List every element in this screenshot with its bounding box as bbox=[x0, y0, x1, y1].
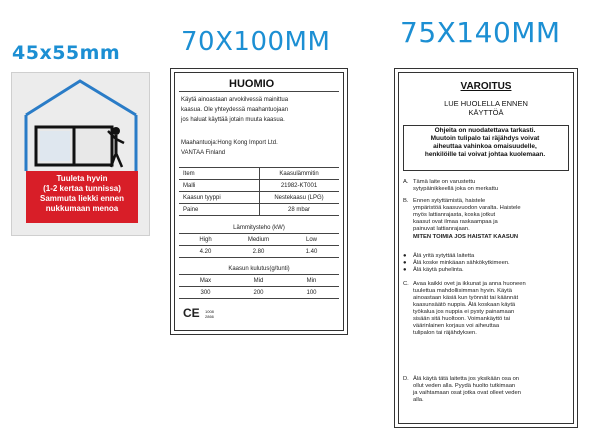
intro-line-2: kaasua. Ole yhteydessä maahantuojaan bbox=[181, 107, 289, 113]
rating-plate-sticker bbox=[170, 68, 348, 335]
warning-sticker bbox=[394, 68, 578, 428]
heat-col: High bbox=[199, 237, 212, 243]
cons-col: Mid bbox=[253, 278, 264, 284]
warn-line: henkilöille tai voivat johtaa kuolemaan. bbox=[424, 151, 546, 158]
section-b-line: myös lattianrajasta, koska jotkut bbox=[413, 212, 496, 218]
heat-val: 1.40 bbox=[305, 249, 318, 255]
spec-value: Kaasulämmitin bbox=[279, 171, 319, 177]
spec-key: Item bbox=[183, 171, 195, 177]
ce-mark: CE bbox=[183, 306, 200, 320]
warning-subheading bbox=[395, 99, 577, 117]
bullet-text: Älä yritä sytyttää laitetta bbox=[413, 253, 475, 259]
section-a-marker: A. bbox=[403, 179, 409, 185]
spec-value: 21982-KT001 bbox=[280, 183, 318, 189]
section-c-line: tulipalon tai räjähdyksen. bbox=[413, 330, 477, 336]
cons-col: Min bbox=[306, 278, 317, 284]
ventilation-sticker bbox=[11, 72, 150, 236]
section-d-line: Älä käytä tätä laitetta jos yksikään osa on bbox=[413, 376, 520, 382]
cons-col: Max bbox=[199, 278, 212, 284]
heat-val: 2.80 bbox=[252, 249, 265, 255]
section-c-line: ainoastaan käsiä kun työnnät tai käännät bbox=[413, 295, 519, 301]
section-c-line: työkalua jos nuppia ei pysty painamaan bbox=[413, 309, 515, 315]
heat-col: Low bbox=[305, 237, 317, 243]
section-b-line: Ennen sytyttämistä, haistele bbox=[413, 198, 486, 204]
heat-title: Lämmitysteho (kW) bbox=[233, 225, 285, 231]
spec-key: Kaasun tyyppi bbox=[183, 195, 221, 201]
spec-key: Paine bbox=[183, 207, 199, 213]
section-c-line: kaasunsäätö nuppia. Älä koskaan käytä bbox=[413, 302, 516, 308]
section-d-line: ollut veden alla. Pyydä huolto tutkimaan bbox=[413, 383, 516, 389]
bullet: ● bbox=[403, 267, 407, 273]
vent-line-2: (1-2 kertaa tunnissa) bbox=[43, 184, 121, 193]
section-b-bold: MITEN TOIMIA JOS HAISTAT KAASUN bbox=[413, 234, 519, 240]
rating-plate-heading: HUOMIO bbox=[229, 78, 275, 90]
size-label-75x140: 75X140MM bbox=[400, 16, 561, 49]
section-a-line: sytypäinikkeellä joka on merkattu bbox=[413, 186, 499, 192]
consumption-title: Kaasun kulutus(g/tunti) bbox=[228, 266, 290, 272]
sub-line-1: LUE HUOLELLA ENNEN bbox=[444, 99, 528, 108]
warning-heading: VAROITUS bbox=[460, 81, 512, 92]
cons-val: 200 bbox=[253, 290, 264, 296]
section-b-line: painuvat lattianrajaan. bbox=[413, 226, 470, 232]
bullet: ● bbox=[403, 253, 407, 259]
section-c-line: Avaa kaikki ovet ja ikkunat ja anna huoneen bbox=[413, 281, 526, 287]
section-c-line: väärinlainen korjaus voi aiheuttaa bbox=[413, 323, 500, 329]
importer-line-2: VANTAA Finland bbox=[181, 150, 226, 156]
spec-value: Nestekaasu (LPG) bbox=[274, 195, 324, 201]
vent-line-1: Tuuleta hyvin bbox=[56, 174, 108, 183]
section-a-line: Tämä laite on varustettu bbox=[413, 179, 476, 185]
warn-line: aiheuttaa vahinkoa omaisuudelle, bbox=[433, 143, 537, 150]
bullet-text: Älä koske minkäaan sähkökytkimeen. bbox=[413, 260, 510, 266]
heat-col: Medium bbox=[247, 237, 270, 243]
bullet: ● bbox=[403, 260, 407, 266]
vent-line-3: Sammuta liekki ennen bbox=[39, 194, 125, 203]
ce-code: 1008 2866 bbox=[205, 309, 214, 319]
sub-line-2: KÄYTTÖÄ bbox=[468, 108, 504, 117]
section-b-marker: B. bbox=[403, 198, 409, 204]
intro-line-1: Käytä ainoastaan arvokilvessä mainittua bbox=[181, 97, 289, 103]
section-b-line: ympäristöä kaasuvuodon varalta. Haistele bbox=[413, 205, 521, 211]
importer-line-1: Maahantuoja:Hong Kong Import Ltd. bbox=[181, 140, 278, 146]
section-c-line: sisään sitä huoltoon. Voimankäyttö tai bbox=[413, 316, 510, 322]
warn-line: Ohjeita on nuodatettava tarkasti. bbox=[434, 127, 536, 134]
spec-key: Malli bbox=[183, 183, 196, 189]
bullet-text: Älä käytä puhelinta. bbox=[413, 267, 464, 273]
warn-line: Muutoin tulipalo tai räjähdys voivat bbox=[430, 135, 540, 142]
spec-value: 28 mbar bbox=[287, 207, 310, 213]
section-d-line: ja vaihtamaan osat jotka ovat olleet veden bbox=[413, 390, 521, 396]
section-c-marker: C. bbox=[403, 281, 409, 287]
intro-line-3: jos haluat käyttää jotain muuta kaasua. bbox=[181, 117, 285, 123]
cons-val: 300 bbox=[200, 290, 211, 296]
size-label-45x55: 45x55mm bbox=[12, 42, 121, 64]
vent-line-4: nukkumaan menoa bbox=[45, 204, 119, 213]
section-d-marker: D. bbox=[403, 376, 409, 382]
section-c-line: tuulettua mahdollisimman hyvin. Käytä bbox=[413, 288, 512, 294]
section-d-line: alla. bbox=[413, 397, 424, 403]
ventilation-text bbox=[26, 174, 138, 214]
warning-box-text bbox=[403, 127, 567, 159]
cons-val: 100 bbox=[306, 290, 317, 296]
section-b-line: kaasut ovat ilmaa raskaampaa ja bbox=[413, 219, 498, 225]
size-label-70x100: 70X100MM bbox=[181, 27, 331, 57]
heat-val: 4.20 bbox=[199, 249, 212, 255]
